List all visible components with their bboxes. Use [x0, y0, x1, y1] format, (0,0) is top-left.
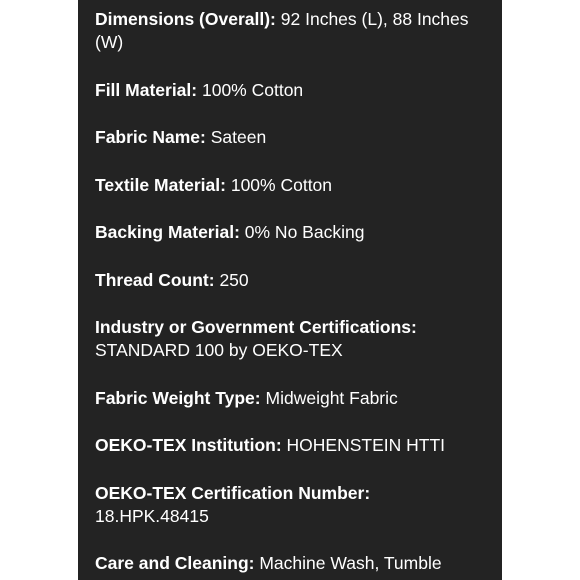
spec-care-and-cleaning [95, 552, 487, 575]
spec-value: STANDARD 100 by OEKO-TEX [95, 340, 343, 360]
spec-label: Fabric Weight Type: [95, 387, 261, 408]
spec-value: Machine Wash, Tumble [259, 553, 442, 573]
spec-value: 0% No Backing [244, 222, 365, 242]
spec-label: Thread Count: [95, 269, 215, 290]
spec-thread-count [95, 269, 487, 292]
spec-textile-material [95, 174, 487, 197]
spec-label: Textile Material: [95, 174, 226, 195]
specifications-list [95, 8, 487, 580]
spec-dimensions [95, 8, 487, 54]
spec-fill-material [95, 79, 487, 102]
spec-fabric-weight-type [95, 387, 487, 410]
spec-fabric-name [95, 126, 487, 149]
spec-value: 92 Inches (L), 88 Inches (W) [95, 9, 469, 52]
spec-value: HOHENSTEIN HTTI [286, 435, 446, 455]
spec-label: Industry or Government Certifications: [95, 317, 417, 337]
spec-backing-material [95, 221, 487, 244]
spec-label: Dimensions (Overall): [95, 9, 276, 29]
spec-label: OEKO-TEX Institution: [95, 435, 282, 455]
spec-value: 18.HPK.48415 [95, 505, 209, 526]
spec-label: Backing Material: [95, 222, 240, 242]
spec-label: OEKO-TEX Certification Number: [95, 482, 371, 503]
spec-label: Care and Cleaning: [95, 553, 255, 573]
spec-value: Midweight Fabric [265, 387, 398, 408]
spec-oeko-tex-institution [95, 434, 487, 457]
spec-value: Sateen [210, 127, 267, 147]
spec-label: Fill Material: [95, 79, 198, 100]
spec-certifications [95, 316, 487, 362]
spec-label: Fabric Name: [95, 127, 206, 147]
spec-value: 250 [219, 269, 249, 290]
specifications-panel [78, 0, 502, 580]
spec-value: 100% Cotton [230, 174, 333, 195]
spec-value: 100% Cotton [201, 79, 304, 100]
spec-oeko-tex-certification-number [95, 482, 487, 528]
